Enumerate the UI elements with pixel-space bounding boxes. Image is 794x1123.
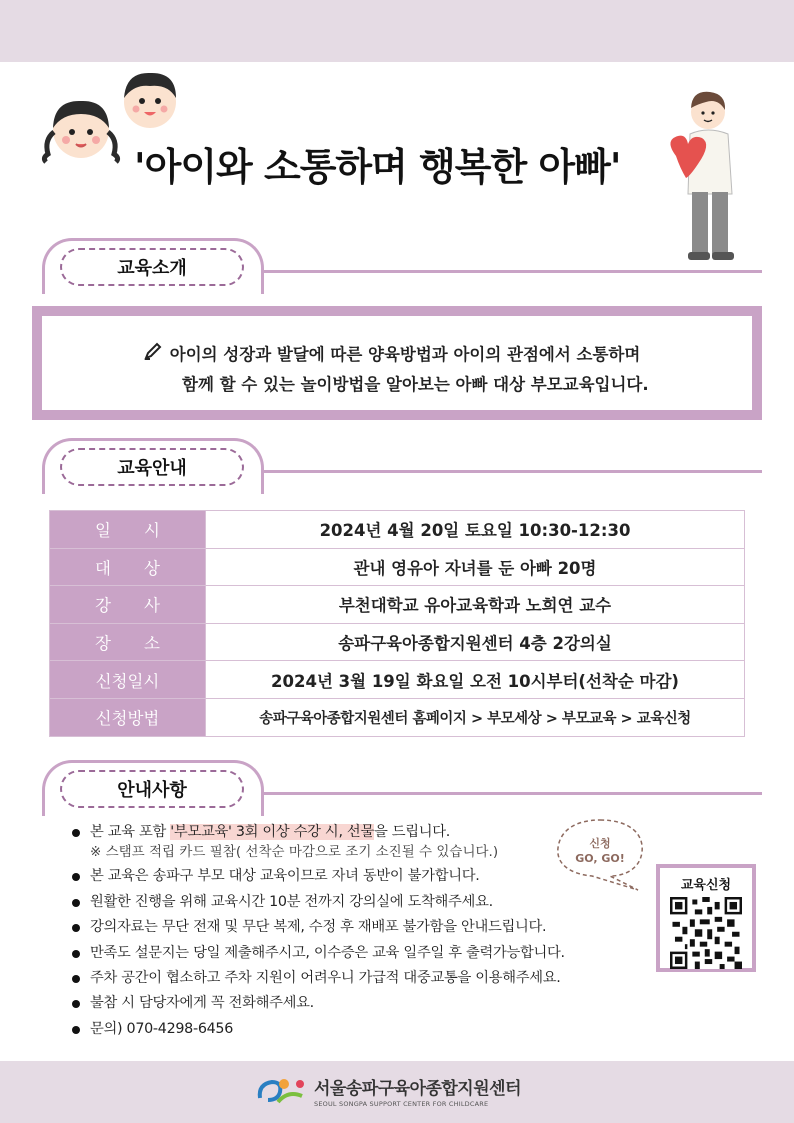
row-value: 2024년 4월 20일 토요일 10:30-12:30 (206, 511, 745, 549)
table-row (50, 661, 745, 699)
list-item: 불참 시 담당자에게 꼭 전화해주세요. (72, 991, 632, 1016)
qr-code-icon[interactable] (670, 897, 742, 969)
list-item: 강의자료는 무단 전재 및 무단 복제, 수정 후 재배포 불가함을 안내드립니다. (72, 915, 632, 940)
table-row (50, 548, 745, 586)
page-title: '아이와 소통하며 행복한 아빠' (134, 145, 621, 189)
intro-line-1: 아이의 성장과 발달에 따른 양육방법과 아이의 관점에서 소통하며 (144, 340, 752, 370)
row-label: 장 소 (50, 623, 206, 661)
table-row (50, 623, 745, 661)
row-label: 일 시 (50, 511, 206, 549)
row-label: 강 사 (50, 586, 206, 624)
row-value: 부천대학교 유아교육학과 노희연 교수 (206, 586, 745, 624)
section-intro-label: 교육소개 (60, 248, 244, 286)
table-row (50, 586, 745, 624)
footer-logo (256, 1074, 521, 1108)
list-item: 원활한 진행을 위해 교육시간 10분 전까지 강의실에 도착해주세요. (72, 890, 632, 915)
row-label: 신청일시 (50, 661, 206, 699)
qr-title: 교육신청 (680, 878, 732, 893)
bubble-line-1: 신청 (589, 837, 611, 850)
bubble-line-2: GO, GO! (575, 852, 625, 865)
speech-bubble (552, 816, 648, 892)
row-value: 관내 영유아 자녀를 둔 아빠 20명 (206, 548, 745, 586)
list-item: 문의) 070-4298-6456 (72, 1017, 632, 1042)
section-guide-label: 교육안내 (60, 448, 244, 486)
top-band (0, 0, 794, 62)
pencil-icon (144, 340, 164, 370)
row-value: 2024년 3월 19일 화요일 오전 10시부터(선착순 마감) (206, 661, 745, 699)
intro-box (32, 306, 762, 420)
list-item: 본 교육 포함 '부모교육' 3회 이상 수강 시, 선물을 드립니다. (72, 820, 632, 845)
list-item: 주차 공간이 협소하고 주차 지원이 어려우니 가급적 대중교통을 이용해주세요. (72, 966, 632, 991)
intro-line-2: 함께 할 수 있는 놀이방법을 알아보는 아빠 대상 부모교육입니다. (182, 375, 649, 394)
row-label: 대 상 (50, 548, 206, 586)
section-notice-header (42, 760, 762, 816)
list-item: 본 교육은 송파구 부모 대상 교육이므로 자녀 동반이 불가합니다. (72, 864, 632, 889)
section-guide-header (42, 438, 762, 494)
table-row (50, 698, 745, 736)
footer-center-name-en: SEOUL SONGPA SUPPORT CENTER FOR CHILDCARE (314, 1100, 489, 1108)
girl-illustration (40, 92, 122, 172)
center-logo-icon (256, 1074, 308, 1108)
row-value: 송파구육아종합지원센터 홈페이지 > 부모세상 > 부모교육 > 교육신청 (206, 698, 745, 736)
section-notice-label: 안내사항 (60, 770, 244, 808)
notice-list (72, 820, 632, 1042)
row-value: 송파구육아종합지원센터 4층 2강의실 (206, 623, 745, 661)
list-item: 만족도 설문지는 당일 제출해주시고, 이수증은 교육 일주일 후 출력가능합니다. (72, 941, 632, 966)
footer-center-name: 서울송파구육아종합지원센터 (314, 1079, 521, 1099)
section-intro-header (42, 238, 762, 294)
qr-box (656, 864, 756, 972)
row-label: 신청방법 (50, 698, 206, 736)
notice-subnote: ※ 스탬프 적립 카드 필참( 선착순 마감으로 조기 소진될 수 있습니다.) (90, 844, 499, 861)
boy-illustration (116, 68, 184, 130)
table-row (50, 511, 745, 549)
info-table (49, 510, 745, 737)
